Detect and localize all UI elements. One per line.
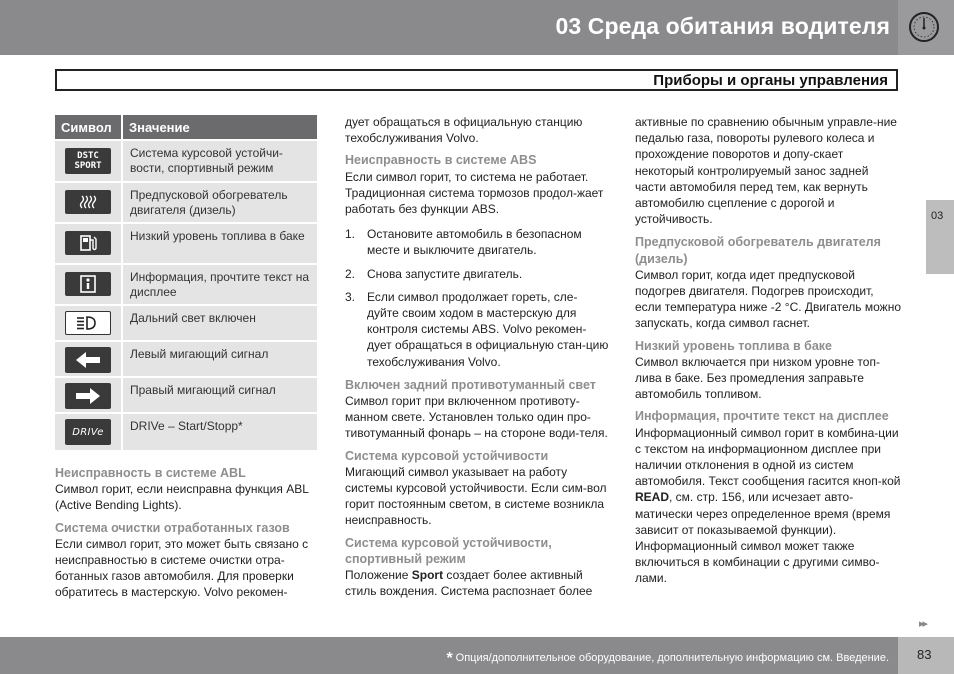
table-row — [55, 341, 317, 377]
stability-text: Мигающий символ указывает на работу системы курсовой устойчивости. Если сим-вол горит постоянным светом, в системе возникла неисправность. — [345, 464, 607, 528]
meaning-cell: DRIVe – Start/Stopp* — [122, 413, 317, 450]
table-row — [55, 182, 317, 223]
continued-text: активные по сравнению обычным управле-ние педалью газа, повороты рулевого колеса и прохождение поворотов и допу-скает некоторый контролируемый занос задней части автомобиля перед тем, как вернуть автомобилю сцепление с дорогой и устойчивость. — [635, 115, 897, 227]
abl-text: Символ горит, если неисправна функция ABL (Active Bending Lights). — [55, 482, 309, 513]
preheater-text: Символ горит, когда идет предпусковой подогрев двигателя. Подогрев происходит, если температура ниже -2 °C. Двигатель можно запускать, когда символ гаснет. — [635, 267, 902, 331]
list-item — [345, 266, 609, 282]
dstc-label: DSTC — [77, 151, 99, 161]
meaning-cell: Система курсовой устойчи-вости, спортивный режим — [122, 140, 317, 182]
meaning-cell: Дальний свет включен — [122, 305, 317, 341]
fuel-text: Символ включается при низком уровне топ-лива в баке. Без промедления заправьте автомобиль топливом. — [635, 354, 880, 402]
asterisk: * — [446, 650, 453, 667]
page-number: 83 — [917, 647, 932, 662]
footer — [0, 637, 898, 674]
column-header-symbol: Символ — [55, 115, 122, 140]
meaning-cell: Правый мигающий сигнал — [122, 377, 317, 413]
sport-label: SPORT — [74, 161, 102, 171]
read-bold: READ — [635, 490, 670, 505]
table-row — [55, 264, 317, 305]
column-2 — [345, 114, 609, 599]
list-item — [345, 226, 609, 258]
fog-text: Символ горит при включенном противоту-манном свете. Установлен только один про-тивотуманный фонарь – на стороне води-теля. — [345, 394, 608, 441]
table-row — [55, 223, 317, 264]
abs-heading: Неисправность в системе ABS — [345, 153, 537, 168]
chapter-title: 03 Среда обитания водителя — [555, 13, 890, 39]
page-number-box — [898, 637, 954, 674]
sport-heading: Система курсовой устойчивости, спортивный режим — [345, 535, 552, 566]
column-3 — [635, 114, 901, 587]
step-number: 1. — [345, 227, 356, 242]
next-page-arrows[interactable]: ▸▸ — [919, 618, 927, 630]
dstc-sport-icon — [65, 148, 111, 174]
info-heading: Информация, прочтите текст на дисплее — [635, 409, 889, 424]
step-number: 2. — [345, 266, 356, 281]
sport-bold: Sport — [411, 568, 444, 583]
fuel-heading: Низкий уровень топлива в баке — [635, 338, 833, 353]
stability-heading: Система курсовой устойчивости — [345, 448, 549, 463]
exhaust-heading: Система очистки отработанных газов — [55, 520, 290, 535]
continued-text: дует обращаться в официальную станцию техобслуживания Volvo. — [345, 115, 583, 146]
fog-heading: Включен задний противотуманный свет — [345, 377, 596, 392]
drive-label: DRIVe — [72, 426, 104, 438]
section-title: Приборы и органы управления — [653, 72, 888, 89]
table-row — [55, 413, 317, 450]
chapter-tab-label: 03 — [931, 210, 944, 222]
footer-note-text: Опция/дополнительное оборудование, дополнительную информацию см. Введение. — [455, 652, 889, 664]
footer-note — [446, 650, 889, 668]
abl-heading: Неисправность в системе ABL — [55, 466, 246, 480]
preheater-heading: Предпусковой обогреватель двигателя (дизель) — [635, 235, 881, 266]
chapter-header — [0, 0, 898, 55]
arrow-left-icon — [65, 347, 111, 373]
step-number: 3. — [345, 289, 356, 304]
step-text: Если символ продолжает гореть, сле-дуйте своим ходом в мастерскую для контроля системы ABS. Volvo рекомен-дует обращаться в официальную стан-цию техобслуживания Volvo. — [367, 289, 609, 369]
high-beam-icon — [65, 311, 111, 335]
meaning-cell: Низкий уровень топлива в баке — [122, 223, 317, 264]
chapter-tab[interactable] — [926, 200, 954, 274]
column-1 — [55, 465, 317, 601]
preheater-icon — [65, 190, 111, 214]
section-bar — [55, 69, 898, 91]
step-text: Остановите автомобиль в безопасном месте и выключите двигатель. — [367, 227, 582, 258]
sport-text: Положение Sport создает более активный стиль вождения. Система распознает более — [345, 568, 593, 599]
table-row — [55, 377, 317, 413]
meaning-cell: Левый мигающий сигнал — [122, 341, 317, 377]
fuel-pump-icon — [65, 231, 111, 255]
info-icon — [65, 272, 111, 296]
exhaust-text: Если символ горит, это может быть связано с неисправностью в системе очистки отра-ботанных газов автомобиля. Для проверки обратитесь в мастерскую. Volvo рекомен- — [55, 536, 309, 600]
abs-text: Если символ горит, то система не работает. Традиционная система тормозов продол-жает работать без функции ABS. — [345, 169, 604, 217]
arrow-right-icon — [65, 383, 111, 409]
abs-steps-list — [345, 226, 609, 370]
info-text: Информационный символ горит в комбина-ции с текстом на информационном дисплее при наличии отклонения в одной из систем автомобиля. Текст сообщения гасится кноп-кой READ, см. стр. 156, или исчезает авто-матически через определенное время (время зависит от показываемой функции). Информационный символ может также включиться в комбинации с другими симво-лами. — [635, 425, 901, 586]
speedometer-icon — [908, 11, 940, 43]
table-row — [55, 140, 317, 182]
symbol-table — [55, 115, 317, 450]
table-row — [55, 305, 317, 341]
meaning-cell: Предпусковой обогреватель двигателя (дизель) — [122, 182, 317, 223]
column-header-meaning: Значение — [122, 115, 317, 140]
list-item — [345, 289, 609, 370]
meaning-cell: Информация, прочтите текст на дисплее — [122, 264, 317, 305]
step-text: Снова запустите двигатель. — [367, 266, 523, 281]
drive-icon — [65, 419, 111, 445]
